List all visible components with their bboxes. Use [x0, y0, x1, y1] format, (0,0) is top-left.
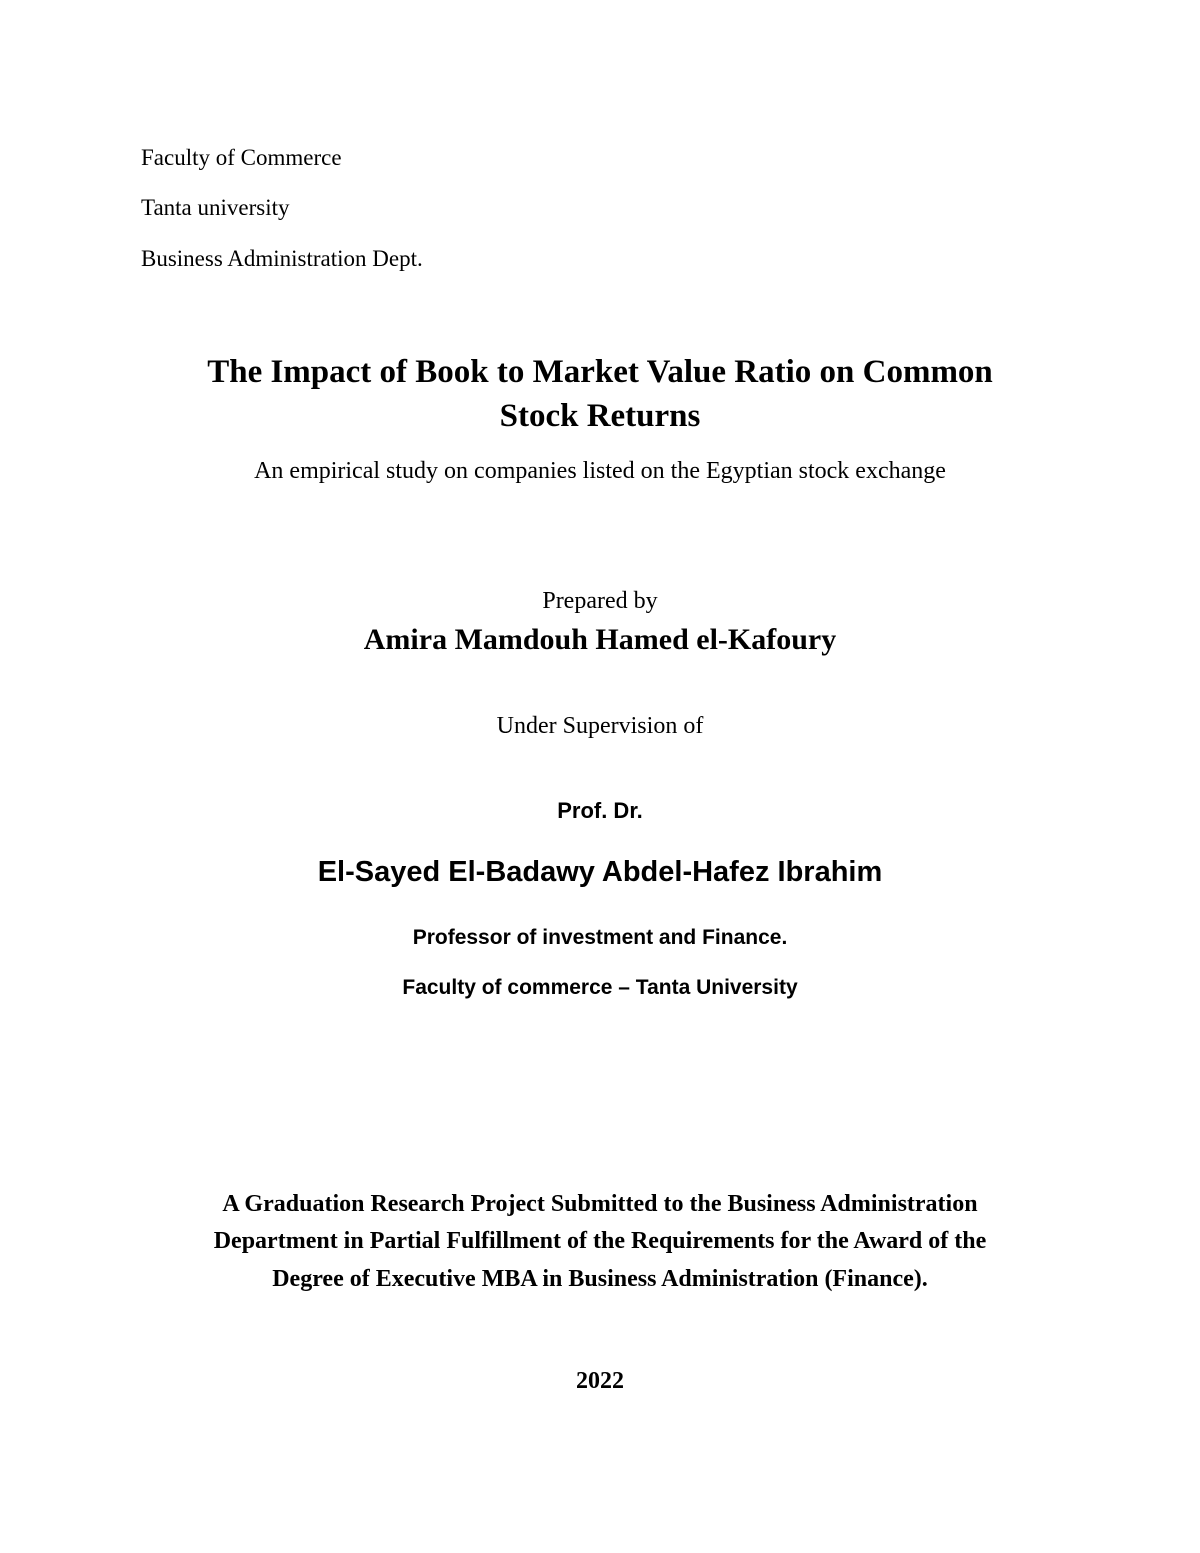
supervisor-name: El-Sayed El-Badawy Abdel-Hafez Ibrahim	[317, 856, 883, 888]
department-line: Business Administration Dept.	[141, 246, 423, 271]
subtitle: An empirical study on companies listed on the Egyptian stock exchange	[254, 458, 946, 484]
submission-line-3: Degree of Executive MBA in Business Administration (Finance).	[272, 1266, 928, 1292]
title-line-2: Stock Returns	[499, 398, 701, 434]
supervision-label: Under Supervision of	[496, 713, 704, 739]
title-line-1: The Impact of Book to Market Value Ratio on Common	[207, 354, 993, 390]
university-line: Tanta university	[141, 195, 290, 220]
submission-line-2: Department in Partial Fulfillment of the Requirements for the Award of the	[213, 1228, 987, 1254]
supervisor-position: Professor of investment and Finance.	[412, 926, 788, 949]
submission-line-1: A Graduation Research Project Submitted to the Business Administration	[222, 1191, 978, 1217]
faculty-line: Faculty of Commerce	[141, 145, 342, 170]
supervisor-title: Prof. Dr.	[557, 798, 643, 823]
supervisor-affiliation: Faculty of commerce – Tanta University	[402, 976, 798, 999]
prepared-by-label: Prepared by	[542, 588, 658, 614]
author-name: Amira Mamdouh Hamed el-Kafoury	[363, 623, 837, 656]
submission-year: 2022	[576, 1368, 624, 1394]
